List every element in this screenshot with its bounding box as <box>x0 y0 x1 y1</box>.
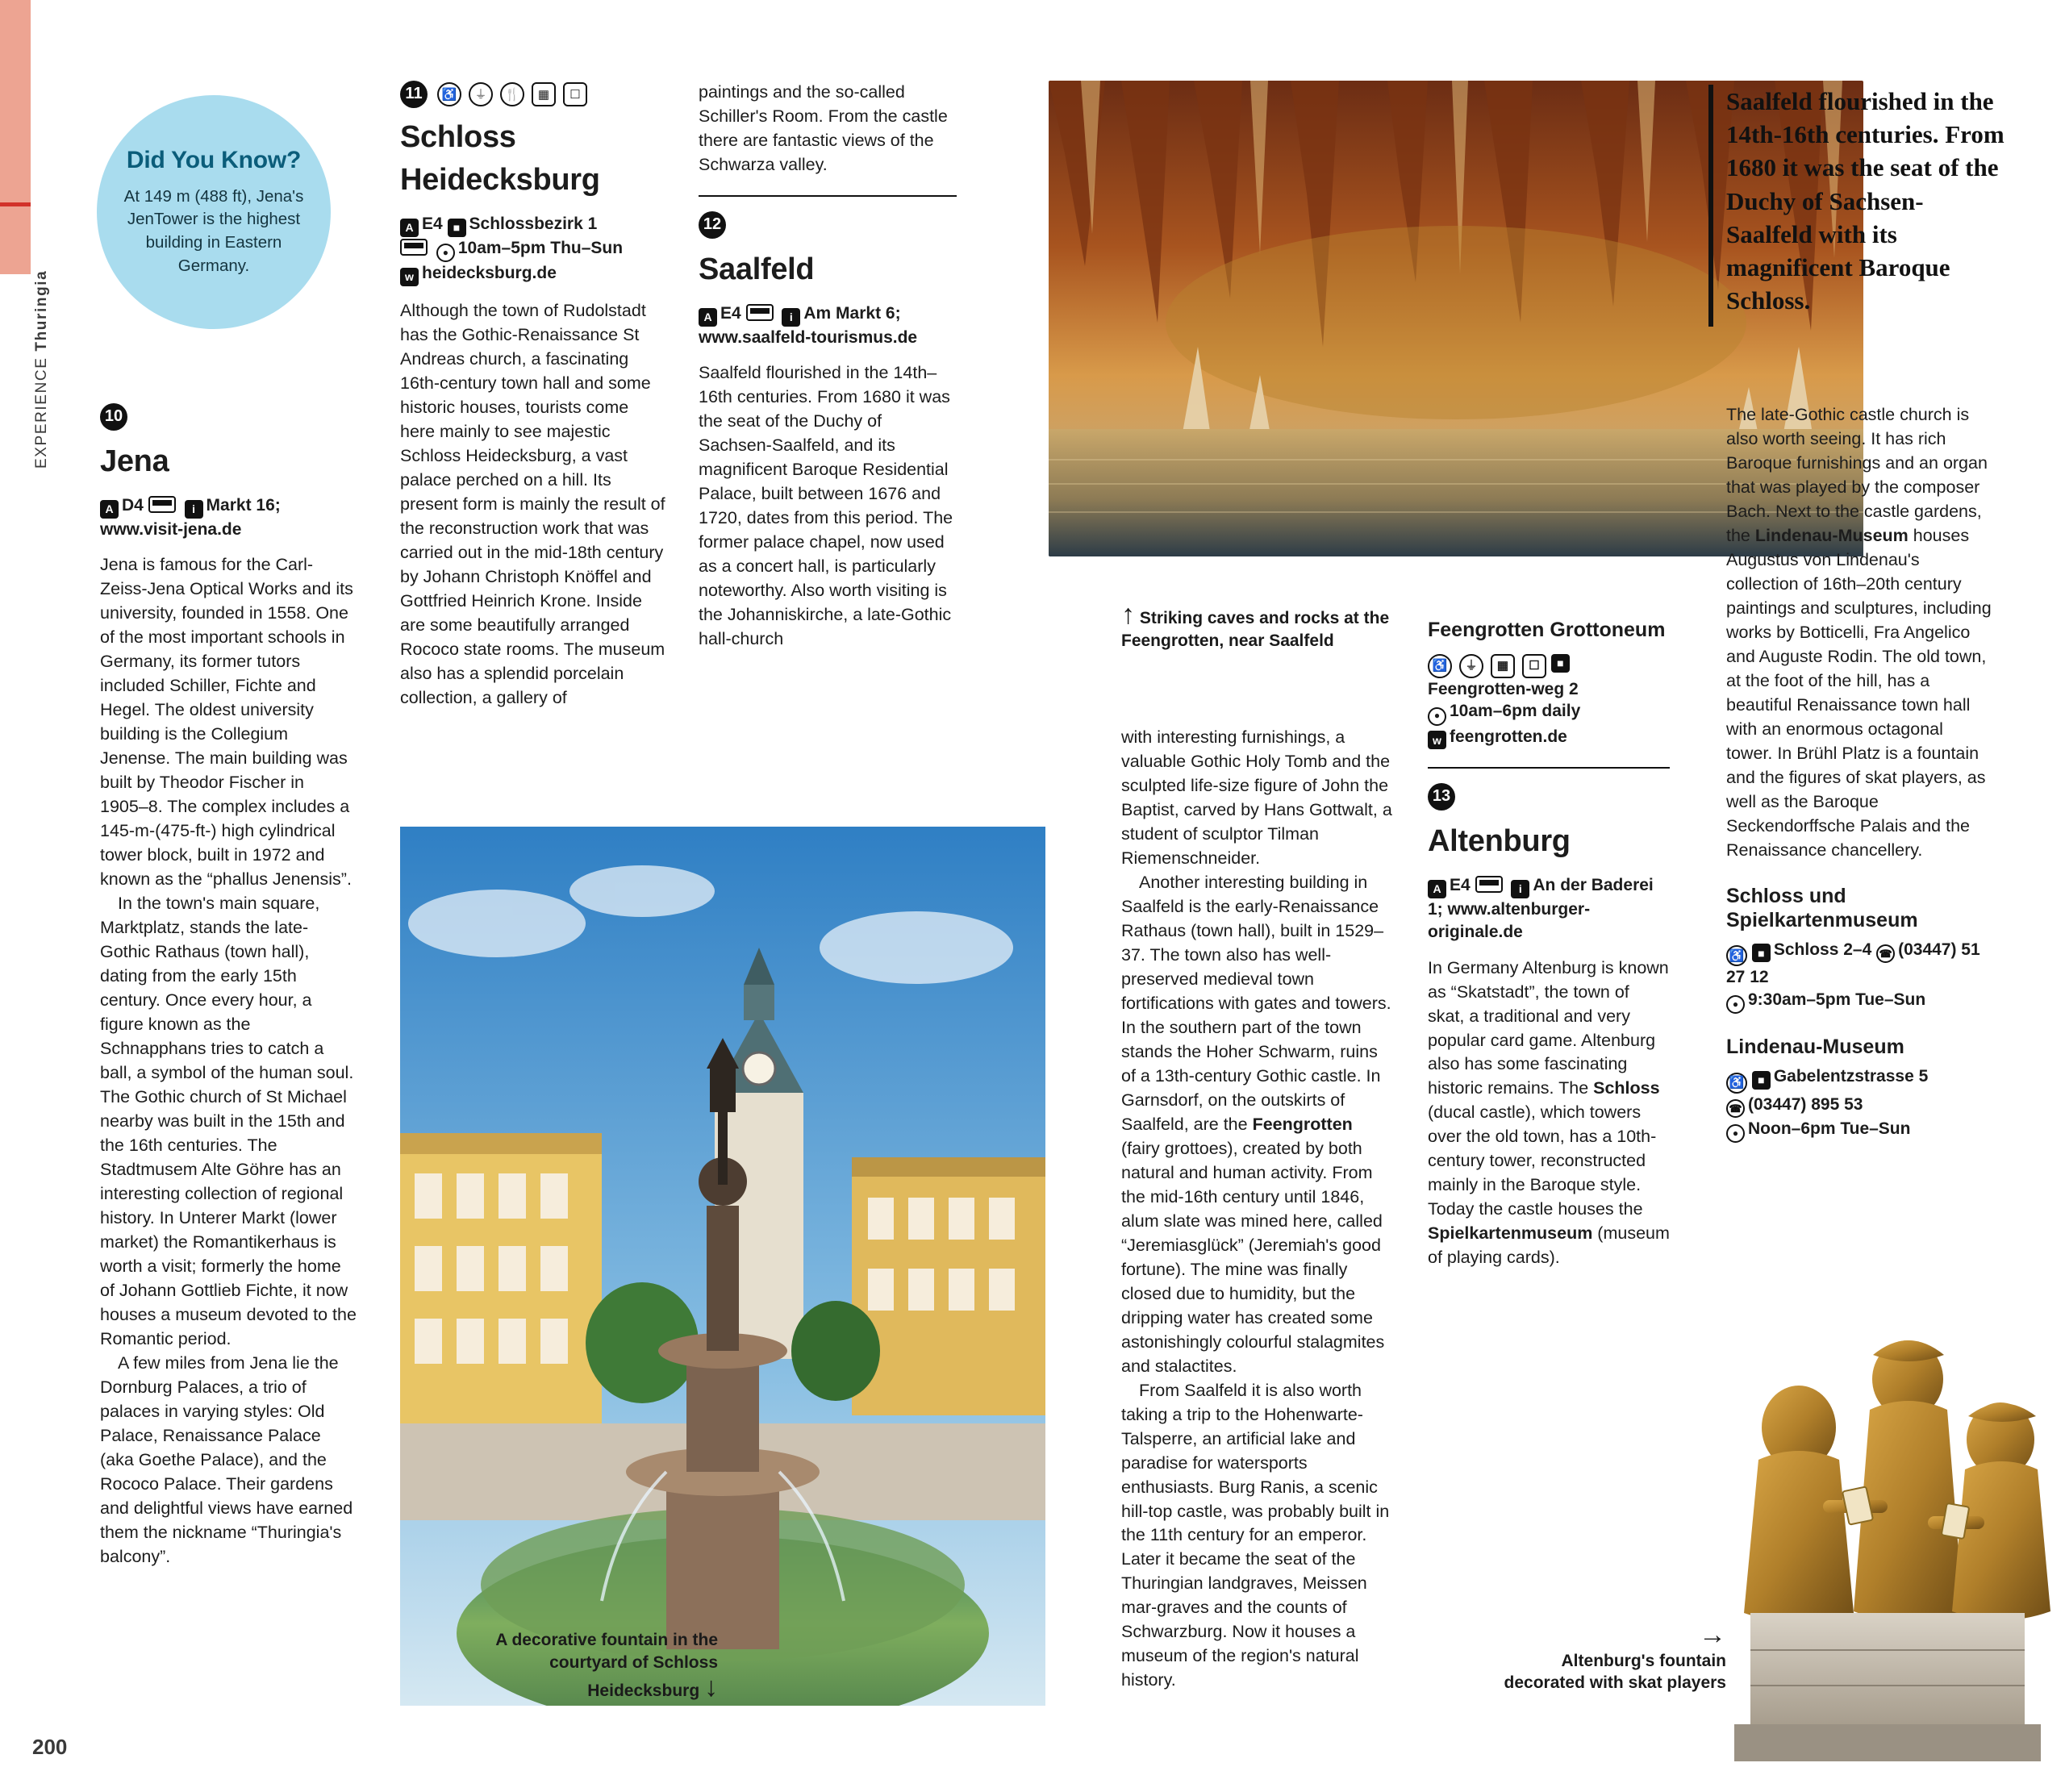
grottoneum-hours-row <box>1428 700 1670 725</box>
fountain-photo <box>400 827 1045 1706</box>
altenburg-practical-info <box>1428 874 1670 943</box>
fountain-photo-illustration <box>400 827 1045 1706</box>
phone-icon: ☎ <box>1876 944 1895 963</box>
altenburg-p1-e: (museum of playing cards). <box>1428 1223 1670 1268</box>
heidecksburg-hours-row <box>400 237 668 262</box>
schloss-museum-phone: (03447) 51 27 12 <box>1726 940 1980 987</box>
cave-caption <box>1121 601 1395 652</box>
map-ref-icon: A <box>400 219 419 237</box>
lindenau-museum-bold: Lindenau-Museum <box>1754 525 1909 545</box>
saalfeld-p3-lead: Another interesting building in Saalfeld is the early-Renaissance Rathaus (town hall), built in 1529–37. The town also has well-preserved medieval town fortifications with gates and towers. In the southern part of the town stands the Hoher Schwarm, ruins of a 13th-century Gothic castle. In Garnsdorf, on the outskirts of Saalfeld, are the <box>1121 872 1391 1134</box>
heidecksburg-map-address <box>400 213 668 237</box>
running-head-title: Thuringia <box>33 269 50 352</box>
grottoneum-web: feengrotten.de <box>1450 727 1567 746</box>
column-saalfeld-body <box>1121 726 1392 1693</box>
pullquote-rule <box>1708 85 1713 327</box>
jena-paragraph-2: In the town's main square, Marktplatz, stands the late-Gothic Rathaus (town hall), dating from the early 15th century. Once every hour, a figure known as the Schnapphans tries to catch a ball, a symbol of the human soul. The Gothic church of St Michael nearby was built in the 15th and the 16th centuries. The Stadtmusem Alte Göhre has an interesting collection of regional history. In Unterer Markt (lower market) the Romantikerhaus is worth a visit; formerly the home of Johann Gottlieb Fichte, it now houses a museum devoted to the Romantic period. <box>100 894 357 1348</box>
heidecksburg-web: heidecksburg.de <box>422 264 557 283</box>
schloss-museum-hours-row <box>1726 989 1992 1014</box>
shop-icon: ▦ <box>532 82 556 106</box>
heidecksburg-continued: paintings and the so-called Schiller's Room. From the castle there are fantastic views of the Schwarza valley. <box>699 82 948 174</box>
skat-statue-illustration <box>1702 1258 2065 1766</box>
schloss-museum-title: Schloss und Spielkartenmuseum <box>1726 884 1918 931</box>
lindenau-museum-address: Gabelentzstrasse 5 <box>1773 1067 1929 1086</box>
running-head-section: EXPERIENCE <box>33 356 50 469</box>
entry-title-saalfeld: Saalfeld <box>699 252 815 286</box>
feengrotten-grottoneum-title: Feengrotten Grottoneum <box>1428 619 1666 641</box>
clock-icon: ● <box>436 244 455 262</box>
lindenau-museum-address-row <box>1726 1065 1992 1094</box>
map-ref-icon: A <box>100 500 119 519</box>
altenburg-p1-a: In Germany Altenburg is known as “Skatstadt”, the town of skat, a traditional and very popular card game. Altenburg also has some fascinating historic remains. The <box>1428 957 1669 1098</box>
web-icon: w <box>1428 731 1446 749</box>
fountain-caption <box>484 1629 718 1702</box>
altenburg-p2-a: The late-Gothic castle church is also worth seeing. It has rich Baroque furnishings and an organ that was played by the composer Bach. Next to the castle gardens, the <box>1726 405 1988 545</box>
altenburg-p2-c: houses Augustus von Lindenau's collection of 16th–20th century paintings and sculptures, including works by Botticelli, Fra Angelico and Auguste Rodin. The old town, at the foot of the hill, has a beautiful Renaissance town hall with an enormous octagonal tower. In Brühl Platz is a fountain and the figures of skat players, as well as the Baroque Seckendorffsche Palais and the Renaissance chancellery. <box>1726 525 1992 860</box>
entry-number-jena: 10 <box>100 403 127 431</box>
accessible-icon: ♿ <box>1428 654 1452 678</box>
section-divider <box>699 195 957 197</box>
margin-red-rule <box>0 202 31 206</box>
fountain-caption-text: A decorative fountain in the courtyard of Schloss Heidecksburg <box>495 1631 718 1701</box>
jena-paragraph-1: Jena is famous for the Carl-Zeiss-Jena Optical Works and its university, founded in 1558. One of the most important schools in Germany, its former tutors included Schiller, Fichte and Hegel. The oldest university building is the Collegium Jenense. The main building was built by Theodor Fischer in 1905–8. The complex includes a 145-m-(475-ft-) high cylindrical tower block, built in 1972 and known as the “phallus Jenensis”. <box>100 555 353 890</box>
skat-caption <box>1492 1621 1726 1694</box>
grottoneum-web-row <box>1428 726 1670 750</box>
section-divider <box>1428 767 1670 769</box>
feengrotten-bold: Feengrotten <box>1252 1114 1353 1134</box>
transport-icon <box>746 304 774 321</box>
entry-title-heidecksburg: Schloss Heidecksburg <box>400 120 600 197</box>
lindenau-museum-hours-row <box>1726 1118 1992 1143</box>
column-heidecksburg <box>400 81 668 711</box>
altenburg-map-ref: E4 <box>1450 876 1471 895</box>
did-you-know-title: Did You Know? <box>126 146 302 173</box>
entry-title-altenburg: Altenburg <box>1428 824 1571 859</box>
altenburg-address: An der Baderei 1; www.altenburger-originale.de <box>1428 876 1654 941</box>
jena-paragraph-3: A few miles from Jena lie the Dornburg Palaces, a trio of palaces in varying styles: Old Palace, Renaissance Palace (aka Goethe Palace), and the Rococo Palace. Their gardens and delightful views have earned them the nickname “Thuringia's balcony”. <box>100 1352 353 1566</box>
heidecksburg-address: Schlossbezirk 1 <box>469 215 598 233</box>
altenburg-paragraph-2 <box>1726 403 1992 863</box>
grottoneum-hours: 10am–6pm daily <box>1450 702 1581 721</box>
map-ref-icon: A <box>699 308 717 327</box>
entry-number-altenburg: 13 <box>1428 783 1455 811</box>
restaurant-icon: 🍴 <box>500 82 524 106</box>
transport-icon <box>400 239 428 256</box>
saalfeld-paragraph-3 <box>1121 871 1392 1379</box>
cafe-icon: ⏚ <box>469 82 493 106</box>
saalfeld-address: Am Markt 6; www.saalfeld-tourismus.de <box>699 303 918 347</box>
entry-number-heidecksburg: 11 <box>400 81 428 108</box>
page-number: 200 <box>32 1735 68 1759</box>
entry-number-saalfeld: 12 <box>699 211 726 239</box>
info-icon: i <box>782 308 800 327</box>
arrow-right-icon: → <box>1699 1619 1726 1650</box>
jena-address: Markt 16; www.visit-jena.de <box>100 496 281 539</box>
cafe-icon: ⏚ <box>1459 654 1483 678</box>
heidecksburg-header-row <box>400 81 668 108</box>
cave-caption-text: Striking caves and rocks at the Feengrotten, near Saalfeld <box>1121 609 1390 650</box>
skat-statue-photo <box>1702 1258 2065 1766</box>
skat-caption-text: Altenburg's fountain decorated with skat players <box>1504 1651 1726 1693</box>
heidecksburg-map-ref: E4 <box>422 215 443 233</box>
entry-title-jena: Jena <box>100 444 169 478</box>
transport-icon <box>1475 876 1503 893</box>
saalfeld-practical-info <box>699 302 957 348</box>
saalfeld-map-ref: E4 <box>720 303 741 323</box>
map-ref-icon: A <box>1428 880 1446 898</box>
pull-quote: Saalfeld flourished in the 14th-16th centuries. From 1680 it was the seat of the Duchy of Sachsen-Saalfeld with its magnificent Baroque Schloss. <box>1726 87 2005 315</box>
altenburg-p1-c: (ducal castle), which towers over the old town, has a 10th-century tower, reconstructed mainly in the Baroque style. Today the castle houses the <box>1428 1102 1657 1219</box>
heidecksburg-hours: 10am–5pm Thu–Sun <box>457 238 624 257</box>
accessible-icon: ♿ <box>1726 945 1747 966</box>
lindenau-museum-hours: Noon–6pm Tue–Sun <box>1748 1119 1911 1138</box>
jena-map-ref: D4 <box>122 496 144 515</box>
gift-shop-icon: ☐ <box>563 82 587 106</box>
facility-icons <box>437 82 587 106</box>
arrow-down-icon: ↓ <box>704 1672 718 1703</box>
lindenau-museum-phone-row <box>1726 1094 1992 1118</box>
heidecksburg-paragraph-1: Although the town of Rudolstadt has the Gothic-Renaissance St Andreas church, a fascinating 16th-century town hall and some historic houses, tourists come here mainly to see majestic Schloss Heidecksburg, a vast palace perched on a hill. Its present form is mainly the result of the reconstruction work that was carried out in the mid-18th century by Johann Christoph Knöffel and Gottfried Heinrich Krone. Inside are some beautifully arranged Rococo state rooms. The museum also has a splendid porcelain collection, a gallery of <box>400 300 665 707</box>
column-altenburg <box>1428 597 1670 1270</box>
location-icon: ■ <box>448 219 466 237</box>
grottoneum-icons-address <box>1428 648 1670 700</box>
did-you-know-callout <box>97 95 331 329</box>
column-jena <box>100 403 357 1569</box>
lindenau-museum-phone: (03447) 895 53 <box>1748 1094 1863 1114</box>
shop-icon: ▦ <box>1491 654 1515 678</box>
location-icon: ■ <box>1752 1071 1771 1090</box>
info-icon: i <box>1511 880 1529 898</box>
gift-shop-icon: ☐ <box>1522 654 1546 678</box>
heidecksburg-web-row <box>400 262 668 286</box>
clock-icon: ● <box>1428 707 1446 726</box>
schloss-museum-hours: 9:30am–5pm Tue–Sun <box>1748 990 1926 1009</box>
schloss-bold: Schloss <box>1593 1078 1660 1098</box>
running-head <box>33 259 51 469</box>
location-icon: ■ <box>1551 654 1570 673</box>
accessible-icon: ♿ <box>1726 1073 1747 1094</box>
grottoneum-address: Feengrotten-weg 2 <box>1428 679 1579 698</box>
margin-color-bar <box>0 0 31 274</box>
jena-practical-info <box>100 494 357 540</box>
lindenau-museum-title: Lindenau-Museum <box>1726 1036 1904 1059</box>
accessible-icon: ♿ <box>437 82 461 106</box>
spielkartenmuseum-bold: Spielkartenmuseum <box>1428 1223 1593 1244</box>
info-icon: i <box>185 500 203 519</box>
schloss-museum-address: Schloss 2–4 <box>1773 940 1872 959</box>
altenburg-paragraph-1 <box>1428 956 1670 1271</box>
phone-icon: ☎ <box>1726 1099 1745 1118</box>
arrow-up-icon: ↑ <box>1121 599 1135 630</box>
grottoneum-facility-icons <box>1428 654 1546 678</box>
transport-icon <box>148 496 176 513</box>
schloss-museum-address-row <box>1726 939 1992 989</box>
column-altenburg-detail <box>1726 403 1992 1143</box>
web-icon: w <box>400 268 419 286</box>
saalfeld-paragraph-4: From Saalfeld it is also worth taking a trip to the Hohenwarte-Talsperre, an artificial lake and paradise for watersports enthusiasts. Burg Ranis, a scenic hill-top castle, was probably built in the 11th century for an emperor. Later it became the seat of the Thuringian landgraves, Meissen mar-graves and the counts of Schwarzburg. Now it houses a museum of the region's natural history. <box>1121 1380 1390 1690</box>
column-saalfeld <box>699 81 957 652</box>
clock-icon: ● <box>1726 995 1745 1014</box>
saalfeld-paragraph-2: with interesting furnishings, a valuable Gothic Holy Tomb and the sculpted life-size figure of John the Baptist, carved by Hans Gottwalt, a student of sculptor Tilman Riemenschneider. <box>1121 727 1392 868</box>
did-you-know-text: At 149 m (488 ft), Jena's JenTower is the highest building in Eastern Germany. <box>123 186 304 275</box>
saalfeld-p3-rest: (fairy grottoes), created by both natural and human activity. From the mid-16th century until 1846, alum slate was mined here, called “Jeremiasglück” (Jeremiah's good fortune). The mine was finally closed due to humidity, but the dripping water has created some astonishingly colourful stalagmites and stalactites. <box>1121 1138 1385 1376</box>
location-icon: ■ <box>1752 944 1771 962</box>
clock-icon: ● <box>1726 1124 1745 1143</box>
saalfeld-paragraph-1: Saalfeld flourished in the 14th–16th centuries. From 1680 it was the seat of the Duchy of Sachsen-Saalfeld, and its magnificent Baroque Residential Palace, built between 1676 and 1720, dates from this period. The former palace chapel, now used as a concert hall, is particularly noteworthy. Also worth visiting is the Johanniskirche, a late-Gothic hall-church <box>699 363 953 649</box>
